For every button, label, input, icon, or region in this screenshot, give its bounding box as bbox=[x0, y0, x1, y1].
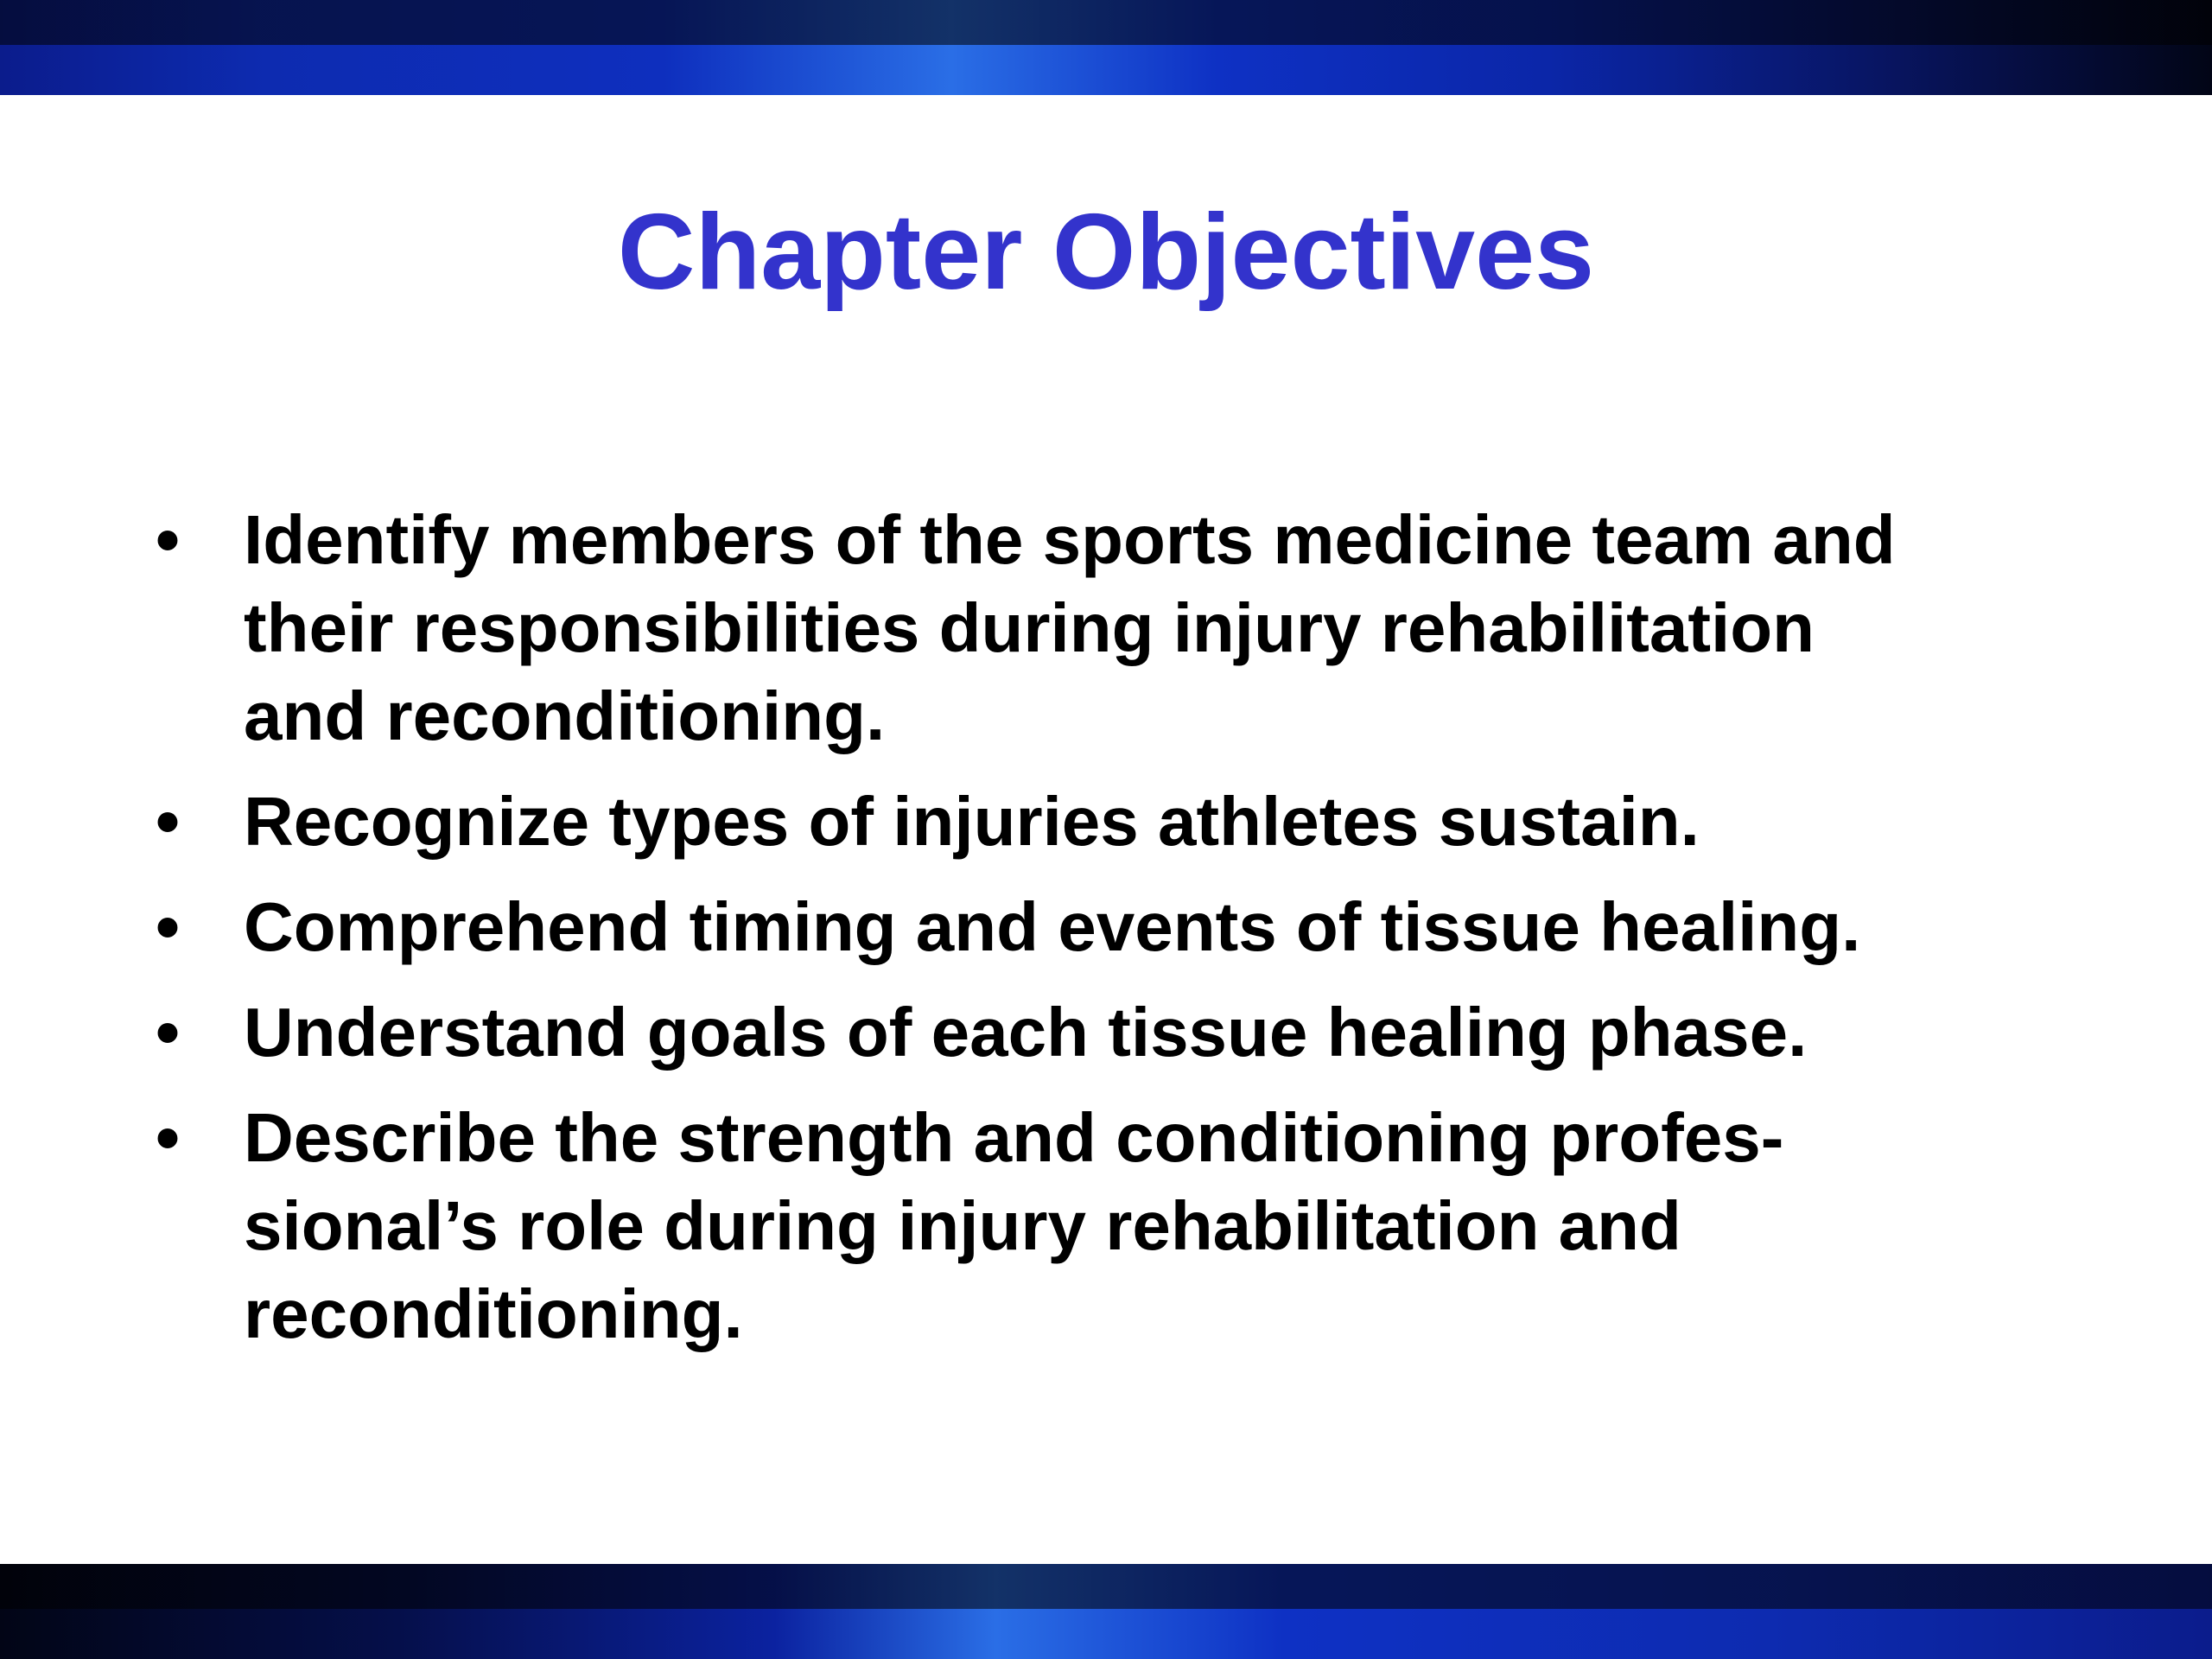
bullet-icon: • bbox=[156, 783, 181, 860]
bottom-decorative-bar bbox=[0, 1564, 2212, 1659]
objective-item bbox=[156, 1094, 2091, 1358]
bullet-icon: • bbox=[156, 501, 181, 578]
bullet-icon: • bbox=[156, 994, 181, 1071]
objective-text: Describe the strength and conditioning profes- sional’s role during injury rehabilitation and reconditioning. bbox=[244, 1099, 1784, 1352]
slide-title: Chapter Objectives bbox=[617, 193, 1595, 312]
objectives-list bbox=[156, 496, 2091, 1376]
objective-text: Understand goals of each tissue healing phase. bbox=[244, 994, 1808, 1071]
objective-item bbox=[156, 496, 2091, 760]
top-decorative-bar bbox=[0, 0, 2212, 95]
objective-text: Identify members of the sports medicine team and their responsibilities during injury rehabilitation and reconditioning. bbox=[244, 501, 1896, 754]
objective-item bbox=[156, 988, 2091, 1077]
bullet-icon: • bbox=[156, 1099, 181, 1176]
bullet-icon: • bbox=[156, 888, 181, 965]
objective-item bbox=[156, 778, 2091, 866]
objective-text: Recognize types of injuries athletes sustain. bbox=[244, 783, 1700, 860]
objective-text: Comprehend timing and events of tissue healing. bbox=[244, 888, 1861, 965]
objective-item bbox=[156, 883, 2091, 971]
